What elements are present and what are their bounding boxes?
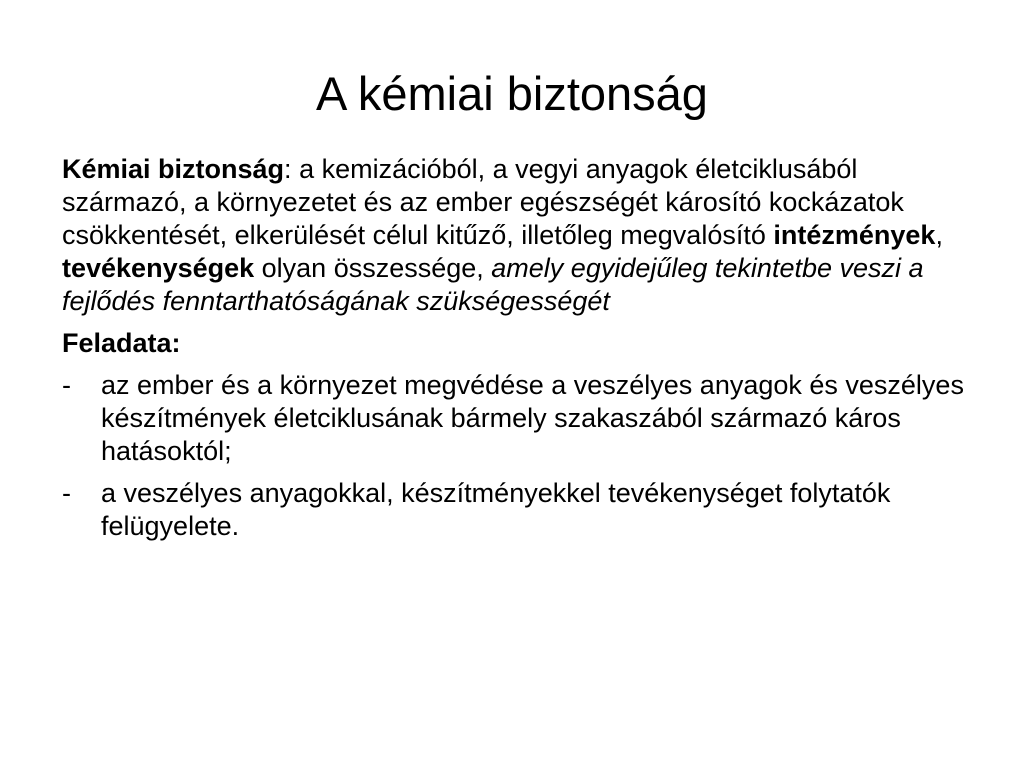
- definition-text-2: ,: [935, 220, 943, 250]
- dash-bullet-icon: -: [62, 370, 71, 400]
- definition-colon: :: [284, 154, 292, 184]
- definition-text-1: a kemizációból, a vegyi anyagok életciklusából származó, a környezetet és az ember egészségét károsító kockázatok csökkentését, elkerülését célul kitűző, illetőleg megvalósító: [62, 154, 904, 250]
- task-heading: Feladata:: [62, 328, 181, 358]
- definition-bold-activities: tevékenységek: [62, 253, 255, 283]
- definition-italic: amely egyidejűleg tekintetbe veszi a fejlődés fenntarthatóságának szükségességét: [62, 253, 924, 316]
- definition-bold-institutions: intézmények: [773, 220, 936, 250]
- task-text: az ember és a környezet megvédése a veszélyes anyagok és veszélyes készítmények életciklusának bármely szakaszából származó káros hatásoktól;: [101, 370, 964, 466]
- definition-term: Kémiai biztonság: [62, 154, 285, 184]
- task-list: [62, 369, 967, 543]
- definition-text-3: olyan összessége,: [254, 253, 492, 283]
- list-item: [62, 477, 967, 543]
- list-item: [62, 369, 967, 468]
- definition-paragraph: [62, 153, 967, 318]
- slide-body: [62, 153, 967, 552]
- task-text: a veszélyes anyagokkal, készítményekkel tevékenységet folytatók felügyelete.: [101, 478, 891, 541]
- slide-title: A kémiai biztonság: [316, 67, 708, 120]
- dash-bullet-icon: -: [62, 478, 71, 508]
